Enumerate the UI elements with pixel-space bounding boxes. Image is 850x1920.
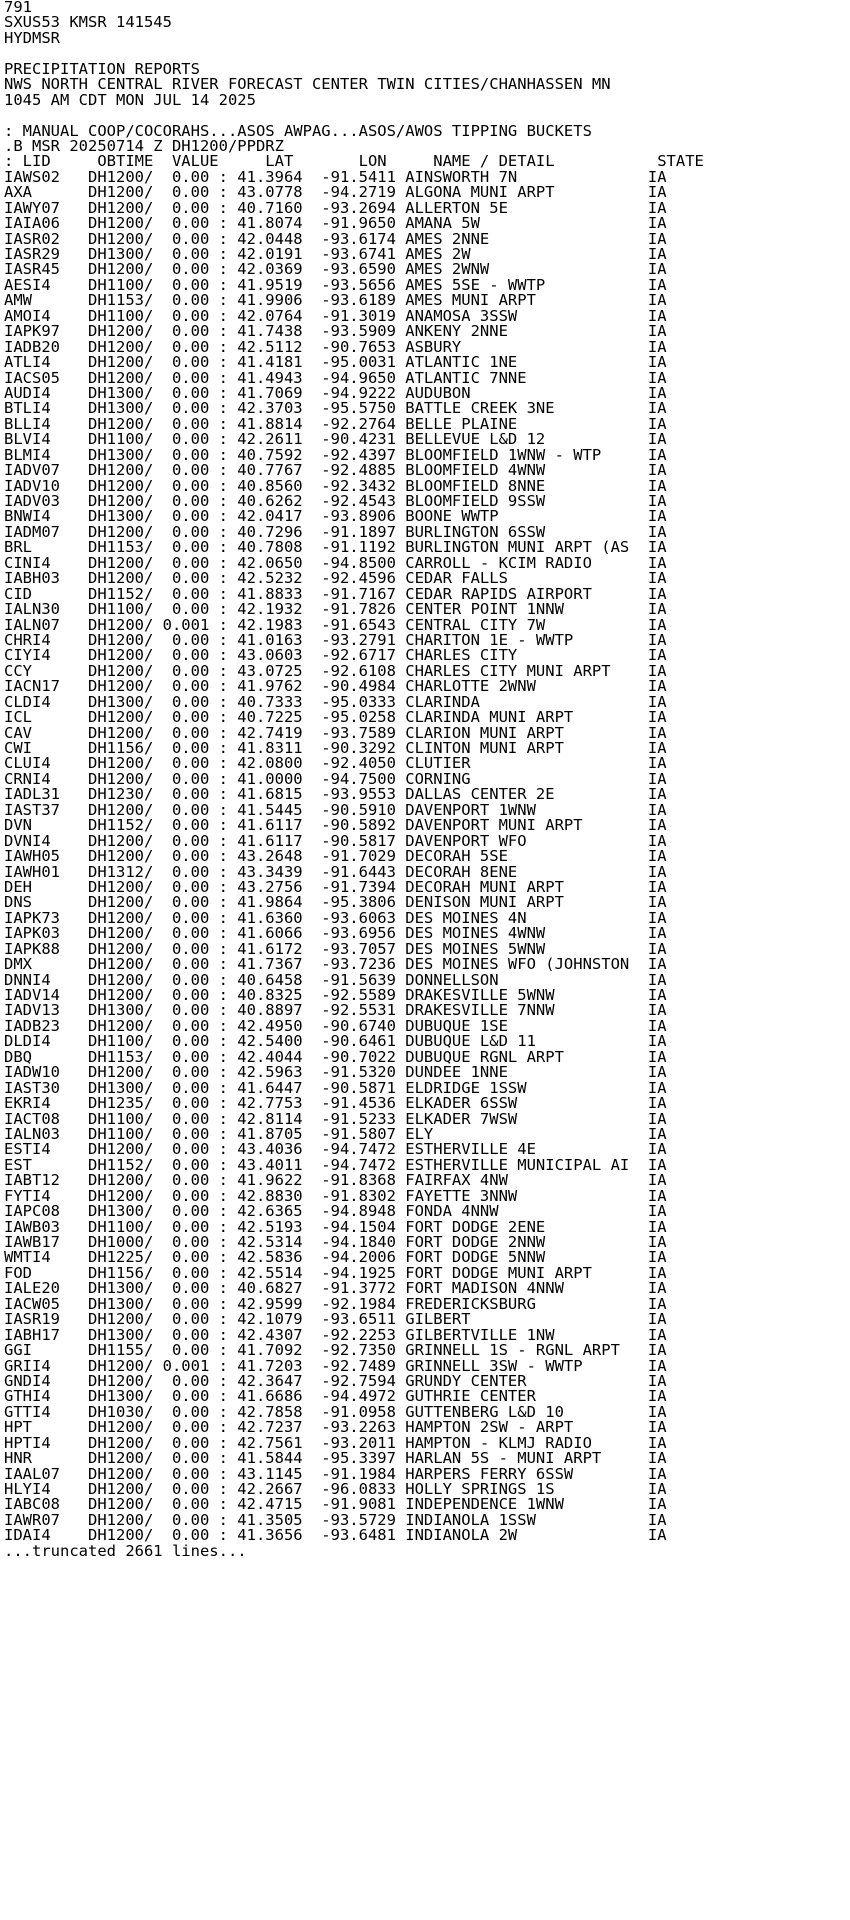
station-report-row: EKRI4 DH1235/ 0.00 : 42.7753 -91.4536 ELKADER 6SSW IA <box>4 1094 667 1113</box>
station-report-row: FOD DH1156/ 0.00 : 42.5514 -94.1925 FORT DODGE MUNI ARPT IA <box>4 1263 667 1282</box>
column-header-row: : LID OBTIME VALUE LAT LON NAME / DETAIL STATE <box>4 152 704 171</box>
station-report-row: IADV03 DH1200/ 0.00 : 40.6262 -92.4543 BLOOMFIELD 9SSW IA <box>4 492 667 510</box>
station-report-row: IADL31 DH1230/ 0.00 : 41.6815 -93.9553 DALLAS CENTER 2E IA <box>4 785 667 804</box>
station-report-row: IACN17 DH1200/ 0.00 : 41.9762 -90.4984 CHARLOTTE 2WNW IA <box>4 677 667 696</box>
station-report-row: DBQ DH1153/ 0.00 : 42.4044 -90.7022 DUBUQUE RGNL ARPT IA <box>4 1047 667 1066</box>
station-report-row: GRII4 DH1200/ 0.001 : 41.7203 -92.7489 GRINNELL 3SW - WWTP IA <box>4 1356 667 1375</box>
station-report-row: IADV13 DH1300/ 0.00 : 40.8897 -92.5531 DRAKESVILLE 7NNW IA <box>4 1001 667 1020</box>
station-report-row: IAWH01 DH1312/ 0.00 : 43.3439 -91.6443 DECORAH 8ENE IA <box>4 862 667 881</box>
station-report-row: FYTI4 DH1200/ 0.00 : 42.8830 -91.8302 FAYETTE 3NNW IA <box>4 1186 667 1205</box>
station-report-row: BRL DH1153/ 0.00 : 40.7808 -91.1192 BURLINGTON MUNI ARPT (AS IA <box>4 538 667 557</box>
data-source-comment: : MANUAL COOP/COCORAHS...ASOS AWPAG...ASOS/AWOS TIPPING BUCKETS <box>4 121 592 140</box>
station-report-row: IABH17 DH1300/ 0.00 : 42.4307 -92.2253 GILBERTVILLE 1NW IA <box>4 1325 667 1344</box>
station-report-row: DNNI4 DH1200/ 0.00 : 40.6458 -91.5639 DONNELLSON IA <box>4 970 667 989</box>
station-report-row: IADB20 DH1200/ 0.00 : 42.5112 -90.7653 ASBURY IA <box>4 337 667 356</box>
station-report-row: BNWI4 DH1300/ 0.00 : 42.0417 -93.8906 BOONE WWTP IA <box>4 507 667 526</box>
station-report-row: IALN07 DH1200/ 0.001 : 42.1983 -91.6543 CENTRAL CITY 7W IA <box>4 615 667 634</box>
station-report-row: AUDI4 DH1300/ 0.00 : 41.7069 -94.9222 AUDUBON IA <box>4 383 667 402</box>
station-report-row: IASR02 DH1200/ 0.00 : 42.0448 -93.6174 AMES 2NNE IA <box>4 229 667 248</box>
station-report-row: IDAI4 DH1200/ 0.00 : 41.3656 -93.6481 INDIANOLA 2W IA <box>4 1526 667 1545</box>
station-report-row: AXA DH1200/ 0.00 : 43.0778 -94.2719 ALGONA MUNI ARPT IA <box>4 183 667 202</box>
awips-id-line: HYDMSR <box>4 28 60 47</box>
station-report-row: IADV10 DH1200/ 0.00 : 40.8560 -92.3432 BLOOMFIELD 8NNE IA <box>4 476 667 495</box>
station-report-row: HNR DH1200/ 0.00 : 41.5844 -95.3397 HARLAN 5S - MUNI ARPT IA <box>4 1449 667 1468</box>
station-report-row: DNS DH1200/ 0.00 : 41.9864 -95.3806 DENISON MUNI ARPT IA <box>4 893 667 912</box>
station-report-row: IAIA06 DH1200/ 0.00 : 41.8074 -91.9650 AMANA 5W IA <box>4 214 667 233</box>
station-report-row: DVN DH1152/ 0.00 : 41.6117 -90.5892 DAVENPORT MUNI ARPT IA <box>4 816 667 835</box>
station-report-row: IADB23 DH1200/ 0.00 : 42.4950 -90.6740 DUBUQUE 1SE IA <box>4 1016 667 1035</box>
station-report-row: CCY DH1200/ 0.00 : 43.0725 -92.6108 CHARLES CITY MUNI ARPT IA <box>4 661 667 680</box>
station-report-row: AESI4 DH1100/ 0.00 : 41.9519 -93.5656 AMES 5SE - WWTP IA <box>4 275 667 294</box>
station-report-row: BLMI4 DH1300/ 0.00 : 40.7592 -92.4397 BLOOMFIELD 1WNW - WTP IA <box>4 445 667 464</box>
station-report-row: CHRI4 DH1200/ 0.00 : 41.0163 -93.2791 CHARITON 1E - WWTP IA <box>4 630 667 649</box>
station-report-row: IAWS02 DH1200/ 0.00 : 41.3964 -91.5411 AINSWORTH 7N IA <box>4 167 667 186</box>
station-report-row: DVNI4 DH1200/ 0.00 : 41.6117 -90.5817 DAVENPORT WFO IA <box>4 831 667 850</box>
station-report-row: DLDI4 DH1100/ 0.00 : 42.5400 -90.6461 DUBUQUE L&D 11 IA <box>4 1032 667 1051</box>
station-report-row: IAWB03 DH1100/ 0.00 : 42.5193 -94.1504 FORT DODGE 2ENE IA <box>4 1217 667 1236</box>
station-report-row: IAAL07 DH1200/ 0.00 : 43.1145 -91.1984 HARPERS FERRY 6SSW IA <box>4 1464 667 1483</box>
station-report-row: BLVI4 DH1100/ 0.00 : 42.2611 -90.4231 BELLEVUE L&D 12 IA <box>4 430 667 449</box>
station-report-row: IABH03 DH1200/ 0.00 : 42.5232 -92.4596 CEDAR FALLS IA <box>4 569 667 588</box>
station-report-row: IASR29 DH1300/ 0.00 : 42.0191 -93.6741 AMES 2W IA <box>4 245 667 263</box>
station-report-row: IASR19 DH1200/ 0.00 : 42.1079 -93.6511 GILBERT IA <box>4 1310 667 1329</box>
station-report-row: ATLI4 DH1200/ 0.00 : 41.4181 -95.0031 ATLANTIC 1NE IA <box>4 353 667 372</box>
station-report-row: AMOI4 DH1100/ 0.00 : 42.0764 -91.3019 ANAMOSA 3SSW IA <box>4 306 667 325</box>
station-report-row: CAV DH1200/ 0.00 : 42.7419 -93.7589 CLARION MUNI ARPT IA <box>4 723 667 742</box>
station-report-row: IALN03 DH1100/ 0.00 : 41.8705 -91.5807 ELY IA <box>4 1124 667 1143</box>
station-report-row: IACT08 DH1100/ 0.00 : 42.8114 -91.5233 ELKADER 7WSW IA <box>4 1109 667 1128</box>
station-report-row: BTLI4 DH1300/ 0.00 : 42.3703 -95.5750 BATTLE CREEK 3NE IA <box>4 399 667 418</box>
station-report-row: IAPK88 DH1200/ 0.00 : 41.6172 -93.7057 DES MOINES 5WNW IA <box>4 939 667 958</box>
station-report-row: IASR45 DH1200/ 0.00 : 42.0369 -93.6590 AMES 2WNW IA <box>4 260 667 279</box>
issuing-office: NWS NORTH CENTRAL RIVER FORECAST CENTER TWIN CITIES/CHANHASSEN MN <box>4 75 611 94</box>
issue-time: 1045 AM CDT MON JUL 14 2025 <box>4 90 256 109</box>
station-report-row: HPTI4 DH1200/ 0.00 : 42.7561 -93.2011 HAMPTON - KLMJ RADIO IA <box>4 1433 667 1452</box>
station-report-row: CIYI4 DH1200/ 0.00 : 43.0603 -92.6717 CHARLES CITY IA <box>4 646 667 665</box>
station-report-row: IAST37 DH1200/ 0.00 : 41.5445 -90.5910 DAVENPORT 1WNW IA <box>4 800 667 819</box>
station-report-row: CINI4 DH1200/ 0.00 : 42.0650 -94.8500 CARROLL - KCIM RADIO IA <box>4 553 667 572</box>
wmo-header-line: SXUS53 KMSR 141545 <box>4 13 172 32</box>
truncation-notice: ...truncated 2661 lines... <box>4 1541 247 1560</box>
station-report-row: IAWB17 DH1000/ 0.00 : 42.5314 -94.1840 FORT DODGE 2NNW IA <box>4 1233 667 1251</box>
station-report-row: DMX DH1200/ 0.00 : 41.7367 -93.7236 DES MOINES WFO (JOHNSTON IA <box>4 955 667 974</box>
station-report-row: IABT12 DH1200/ 0.00 : 41.9622 -91.8368 FAIRFAX 4NW IA <box>4 1171 667 1190</box>
station-report-list <box>4 167 704 1545</box>
station-report-row: ESTI4 DH1200/ 0.00 : 43.4036 -94.7472 ESTHERVILLE 4E IA <box>4 1140 667 1159</box>
station-report-row: IADV07 DH1200/ 0.00 : 40.7767 -92.4885 BLOOMFIELD 4WNW IA <box>4 461 667 480</box>
station-report-row: IALN30 DH1100/ 0.00 : 42.1932 -91.7826 CENTER POINT 1NNW IA <box>4 600 667 619</box>
report-title: PRECIPITATION REPORTS <box>4 59 200 78</box>
station-report-row: IAWR07 DH1200/ 0.00 : 41.3505 -93.5729 INDIANOLA 1SSW IA <box>4 1510 667 1529</box>
hydrometeorological-report-text <box>4 0 704 1559</box>
station-report-row: IALE20 DH1300/ 0.00 : 40.6827 -91.3772 FORT MADISON 4NNW IA <box>4 1279 667 1298</box>
station-report-row: GTTI4 DH1030/ 0.00 : 42.7858 -91.0958 GUTTENBERG L&D 10 IA <box>4 1402 667 1421</box>
station-report-row: IACW05 DH1300/ 0.00 : 42.9599 -92.1984 FREDERICKSBURG IA <box>4 1294 667 1313</box>
station-report-row: CLUI4 DH1200/ 0.00 : 42.0800 -92.4050 CLUTIER IA <box>4 754 667 773</box>
station-report-row: IAWH05 DH1200/ 0.00 : 43.2648 -91.7029 DECORAH 5SE IA <box>4 847 667 866</box>
station-report-row: BLLI4 DH1200/ 0.00 : 41.8814 -92.2764 BELLE PLAINE IA <box>4 414 667 433</box>
station-report-row: IAPC08 DH1300/ 0.00 : 42.6365 -94.8948 FONDA 4NNW IA <box>4 1202 667 1221</box>
station-report-row: ICL DH1200/ 0.00 : 40.7225 -95.0258 CLARINDA MUNI ARPT IA <box>4 708 667 727</box>
station-report-row: IAST30 DH1300/ 0.00 : 41.6447 -90.5871 ELDRIDGE 1SSW IA <box>4 1078 667 1097</box>
station-report-row: GNDI4 DH1200/ 0.00 : 42.3647 -92.7594 GRUNDY CENTER IA <box>4 1371 667 1390</box>
station-report-row: CID DH1152/ 0.00 : 41.8833 -91.7167 CEDAR RAPIDS AIRPORT IA <box>4 584 667 603</box>
station-report-row: CLDI4 DH1300/ 0.00 : 40.7333 -95.0333 CLARINDA IA <box>4 692 667 711</box>
station-report-row: IADV14 DH1200/ 0.00 : 40.8325 -92.5589 DRAKESVILLE 5WNW IA <box>4 986 667 1004</box>
station-report-row: WMTI4 DH1225/ 0.00 : 42.5836 -94.2006 FORT DODGE 5NNW IA <box>4 1248 667 1267</box>
station-report-row: HPT DH1200/ 0.00 : 42.7237 -93.2263 HAMPTON 2SW - ARPT IA <box>4 1418 667 1437</box>
shef-b-header: .B MSR 20250714 Z DH1200/PPDRZ <box>4 136 284 155</box>
station-report-row: IAPK73 DH1200/ 0.00 : 41.6360 -93.6063 DES MOINES 4N IA <box>4 908 667 927</box>
product-header-line: 791 <box>4 0 32 16</box>
station-report-row: HLYI4 DH1200/ 0.00 : 42.2667 -96.0833 HOLLY SPRINGS 1S IA <box>4 1480 667 1498</box>
station-report-row: EST DH1152/ 0.00 : 43.4011 -94.7472 ESTHERVILLE MUNICIPAL AI IA <box>4 1155 667 1174</box>
station-report-row: GGI DH1155/ 0.00 : 41.7092 -92.7350 GRINNELL 1S - RGNL ARPT IA <box>4 1341 667 1360</box>
station-report-row: IAWY07 DH1200/ 0.00 : 40.7160 -93.2694 ALLERTON 5E IA <box>4 198 667 217</box>
station-report-row: IAPK03 DH1200/ 0.00 : 41.6066 -93.6956 DES MOINES 4WNW IA <box>4 924 667 943</box>
station-report-row: DEH DH1200/ 0.00 : 43.2756 -91.7394 DECORAH MUNI ARPT IA <box>4 877 667 896</box>
station-report-row: CWI DH1156/ 0.00 : 41.8311 -90.3292 CLINTON MUNI ARPT IA <box>4 739 667 757</box>
station-report-row: IAPK97 DH1200/ 0.00 : 41.7438 -93.5909 ANKENY 2NNE IA <box>4 322 667 341</box>
station-report-row: IACS05 DH1200/ 0.00 : 41.4943 -94.9650 ATLANTIC 7NNE IA <box>4 368 667 387</box>
station-report-row: IADW10 DH1200/ 0.00 : 42.5963 -91.5320 DUNDEE 1NNE IA <box>4 1063 667 1082</box>
station-report-row: IABC08 DH1200/ 0.00 : 42.4715 -91.9081 INDEPENDENCE 1WNW IA <box>4 1495 667 1514</box>
station-report-row: IADM07 DH1200/ 0.00 : 40.7296 -91.1897 BURLINGTON 6SSW IA <box>4 522 667 541</box>
station-report-row: AMW DH1153/ 0.00 : 41.9906 -93.6189 AMES MUNI ARPT IA <box>4 291 667 310</box>
station-report-row: CRNI4 DH1200/ 0.00 : 41.0000 -94.7500 CORNING IA <box>4 769 667 788</box>
station-report-row: GTHI4 DH1300/ 0.00 : 41.6686 -94.4972 GUTHRIE CENTER IA <box>4 1387 667 1406</box>
